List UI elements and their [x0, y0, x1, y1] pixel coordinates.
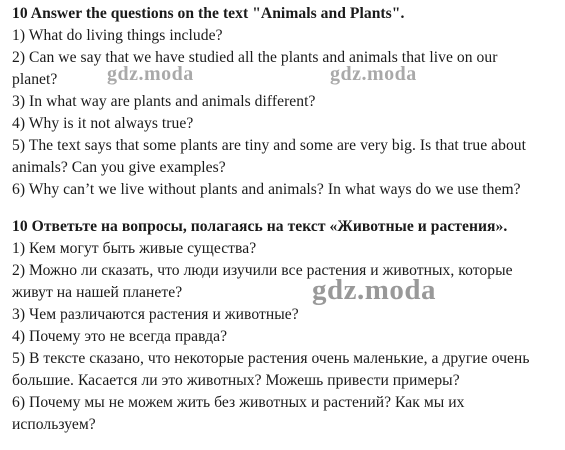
russian-question-3: 3) Чем различаются растения и животные? — [12, 306, 299, 323]
russian-question-2-cont: живут на нашей планете? — [12, 284, 183, 301]
english-question-5: 5) The text says that some plants are tiny and some are very big. Is that true about — [12, 137, 527, 154]
english-question-1: 1) What do living things include? — [12, 27, 223, 44]
russian-question-6: 6) Почему мы не можем жить без животных и растений? Как мы их — [12, 394, 465, 411]
english-question-5-cont: animals? Can you give examples? — [12, 159, 226, 176]
russian-question-5-cont: большие. Касается ли это животных? Можешь привести примеры? — [12, 372, 460, 389]
watermark-2: gdz.moda — [330, 63, 417, 85]
english-question-6: 6) Why can’t we live without plants and animals? In what ways do we use them? — [12, 181, 521, 198]
english-question-3: 3) In what way are plants and animals different? — [12, 93, 316, 110]
russian-question-1: 1) Кем могут быть живые существа? — [12, 240, 257, 257]
russian-question-2: 2) Можно ли сказать, что люди изучили все растения и животных, которые — [12, 262, 513, 279]
english-question-2-cont: planet? — [12, 71, 58, 88]
english-question-2: 2) Can we say that we have studied all the plants and animals that live on our — [12, 49, 498, 66]
english-heading: 10 Answer the questions on the text "Animals and Plants". — [12, 5, 405, 22]
watermark-3: gdz.moda — [312, 274, 437, 306]
watermark-1: gdz.moda — [107, 63, 194, 85]
english-question-4: 4) Why is it not always true? — [12, 115, 194, 132]
russian-question-5: 5) В тексте сказано, что некоторые растения очень маленькие, а другие очень — [12, 350, 530, 367]
russian-heading: 10 Ответьте на вопросы, полагаясь на текст «Животные и растения». — [12, 218, 508, 235]
russian-question-4: 4) Почему это не всегда правда? — [12, 328, 228, 345]
russian-question-6-cont: используем? — [12, 416, 96, 433]
